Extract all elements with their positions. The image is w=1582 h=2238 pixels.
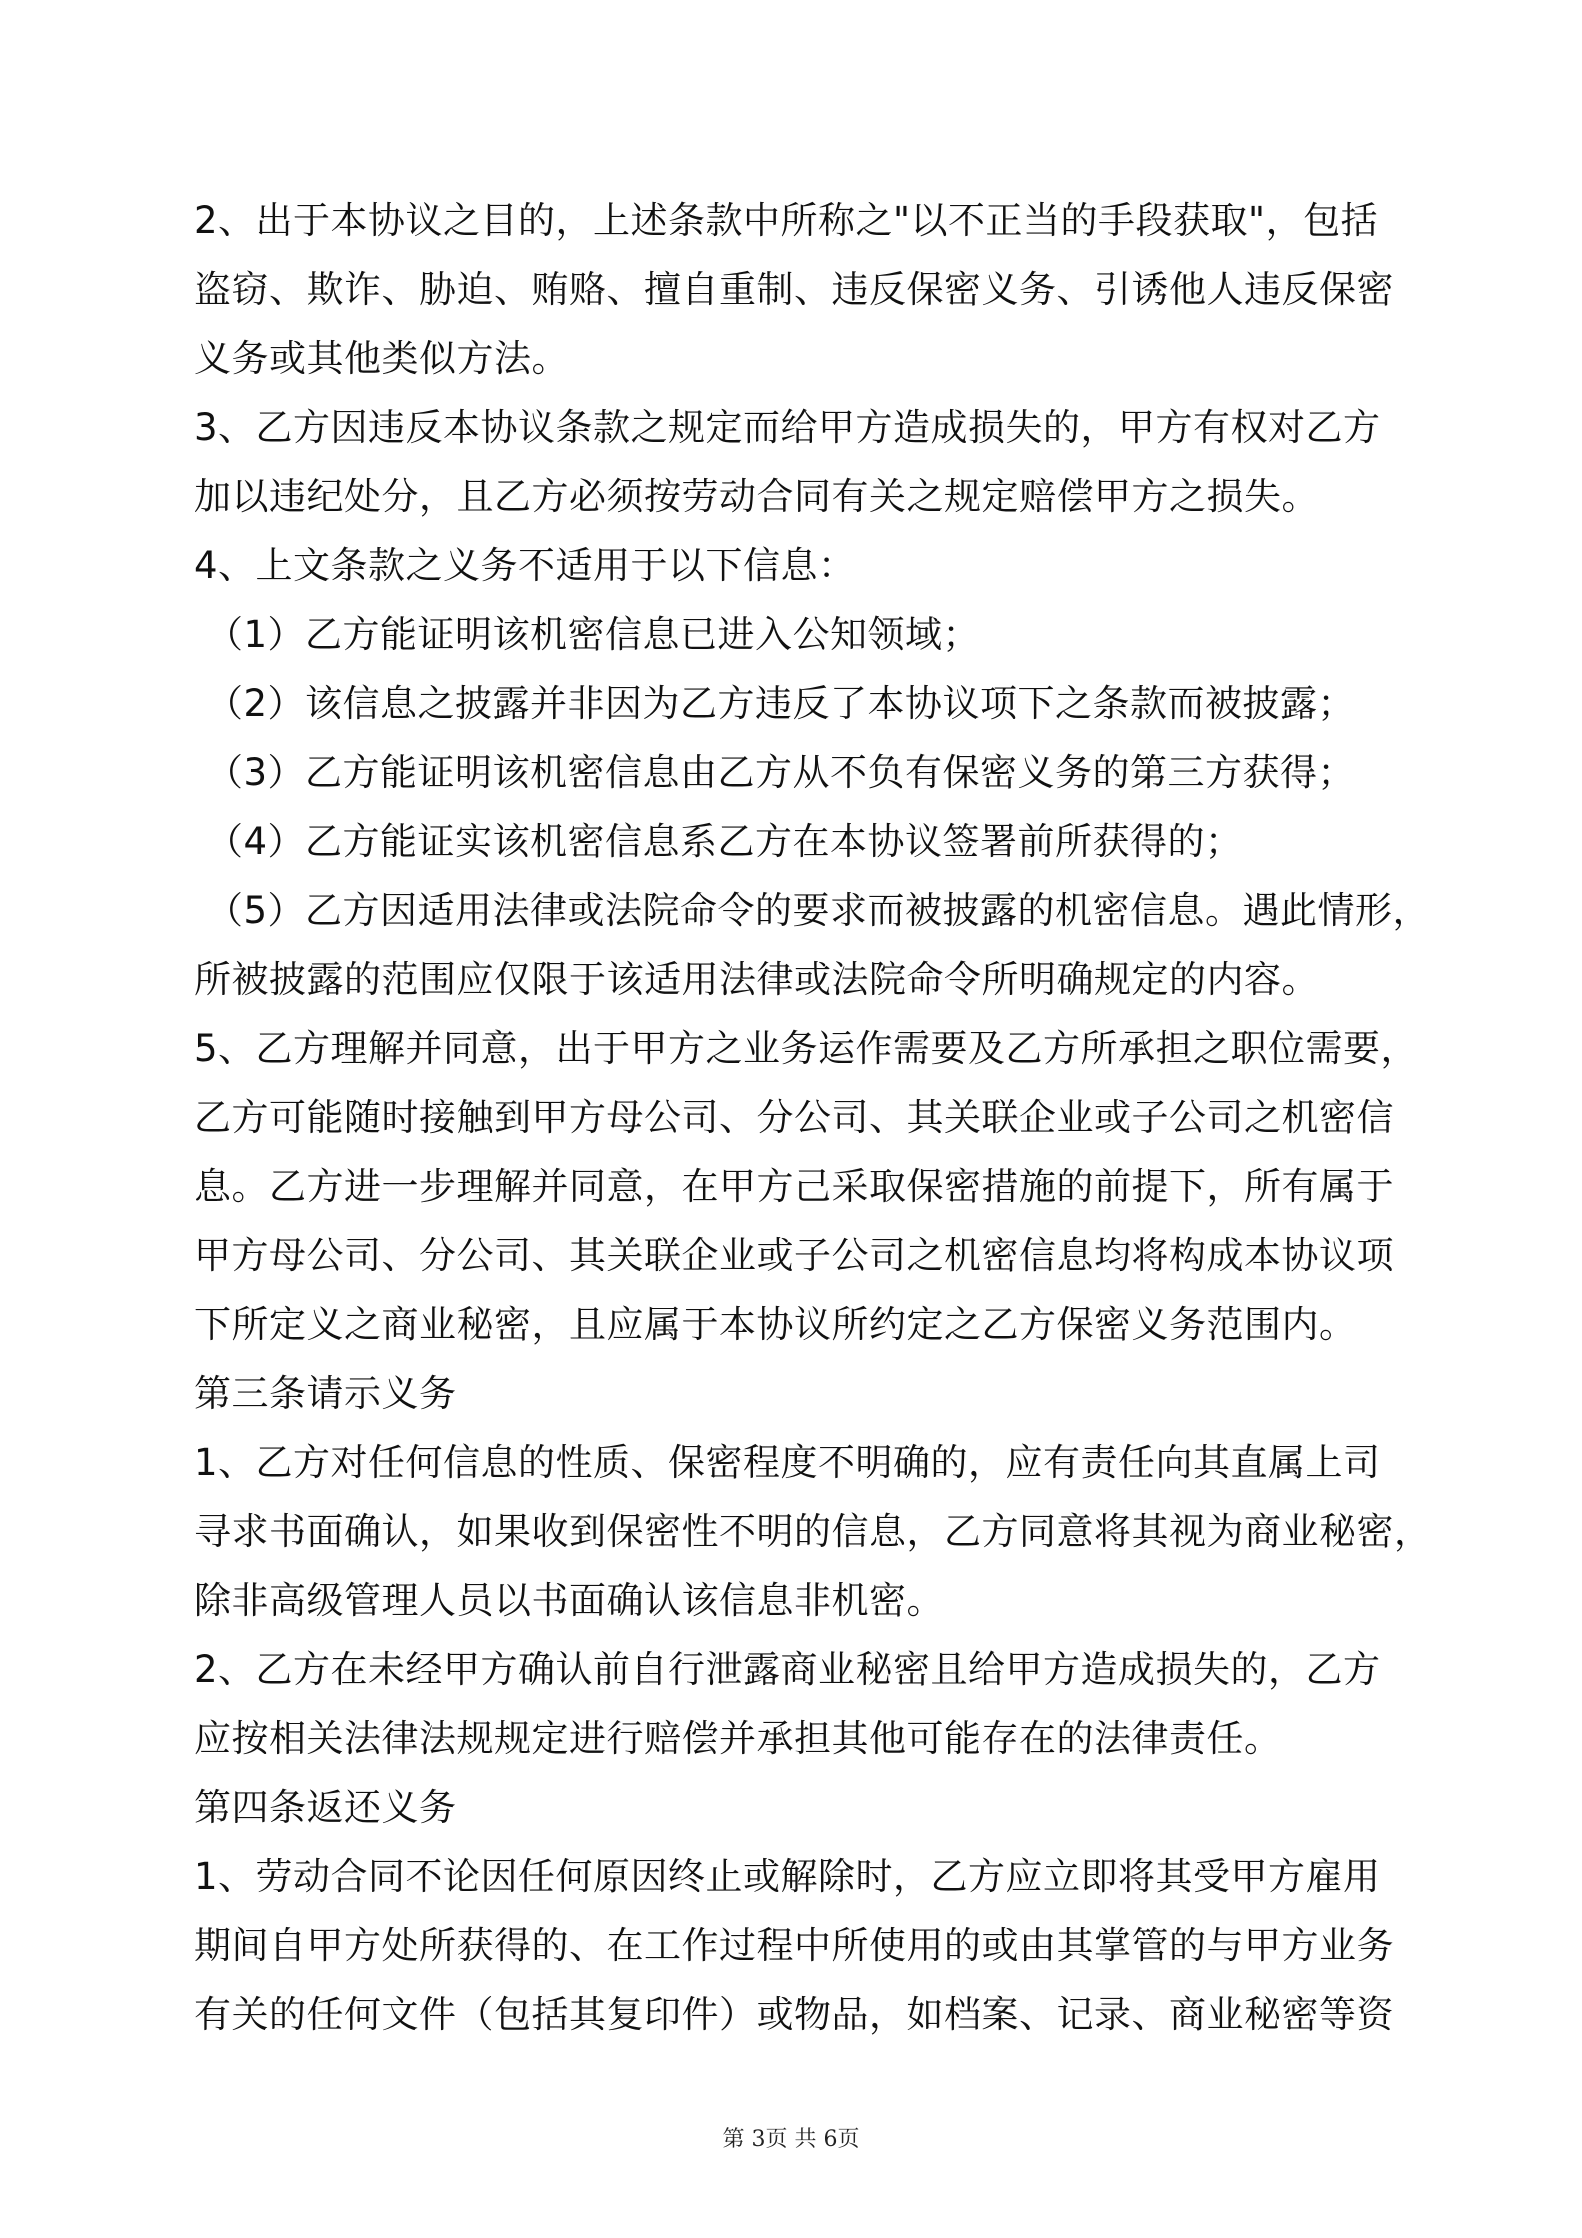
document-body [194, 186, 1432, 2049]
page-number: 第 3页 共 6页 [722, 2127, 860, 2152]
list-item: （4）乙方能证实该机密信息系乙方在本协议签署前所获得的； [206, 820, 1243, 863]
text-line: 除非高级管理人员以书面确认该信息非机密。 [194, 1579, 944, 1622]
text-line: 1、乙方对任何信息的性质、保密程度不明确的，应有责任向其直属上司 [194, 1441, 1381, 1484]
text-line: 3、乙方因违反本协议条款之规定而给甲方造成损失的，甲方有权对乙方 [194, 406, 1381, 449]
text-line: 应按相关法律法规规定进行赔偿并承担其他可能存在的法律责任。 [194, 1717, 1282, 1760]
text-line: 1、劳动合同不论因任何原因终止或解除时，乙方应立即将其受甲方雇用 [194, 1855, 1381, 1898]
text-line: 5、乙方理解并同意，出于甲方之业务运作需要及乙方所承担之职位需要， [194, 1027, 1419, 1070]
list-item: （2）该信息之披露并非因为乙方违反了本协议项下之条款而被披露； [206, 682, 1356, 725]
text-line: 2、出于本协议之目的，上述条款中所称之"以不正当的手段获取"，包括 [194, 199, 1379, 242]
list-item: （5）乙方因适用法律或法院命令的要求而被披露的机密信息。遇此情形， [206, 889, 1431, 932]
text-line: 2、乙方在未经甲方确认前自行泄露商业秘密且给甲方造成损失的，乙方 [194, 1648, 1381, 1691]
text-line: 义务或其他类似方法。 [194, 337, 569, 380]
text-line: 有关的任何文件（包括其复印件）或物品，如档案、记录、商业秘密等资 [194, 1993, 1394, 2036]
text-line: 所被披露的范围应仅限于该适用法律或法院命令所明确规定的内容。 [194, 958, 1319, 1001]
text-line: 盗窃、欺诈、胁迫、贿赂、擅自重制、违反保密义务、引诱他人违反保密 [194, 268, 1394, 311]
list-item: （1）乙方能证明该机密信息已进入公知领域； [206, 613, 981, 656]
text-line: 下所定义之商业秘密，且应属于本协议所约定之乙方保密义务范围内。 [194, 1303, 1357, 1346]
text-line: 乙方可能随时接触到甲方母公司、分公司、其关联企业或子公司之机密信 [194, 1096, 1394, 1139]
text-line: 期间自甲方处所获得的、在工作过程中所使用的或由其掌管的与甲方业务 [194, 1924, 1394, 1967]
section-heading: 第三条请示义务 [194, 1372, 457, 1415]
text-line: 4、上文条款之义务不适用于以下信息： [194, 544, 856, 587]
text-line: 息。乙方进一步理解并同意，在甲方己采取保密措施的前提下，所有属于 [194, 1165, 1394, 1208]
text-line: 寻求书面确认，如果收到保密性不明的信息，乙方同意将其视为商业秘密， [194, 1510, 1432, 1553]
text-line: 加以违纪处分，且乙方必须按劳动合同有关之规定赔偿甲方之损失。 [194, 475, 1319, 518]
section-heading: 第四条返还义务 [194, 1786, 457, 1829]
list-item: （3）乙方能证明该机密信息由乙方从不负有保密义务的第三方获得； [206, 751, 1356, 794]
text-line: 甲方母公司、分公司、其关联企业或子公司之机密信息均将构成本协议项 [194, 1234, 1394, 1277]
